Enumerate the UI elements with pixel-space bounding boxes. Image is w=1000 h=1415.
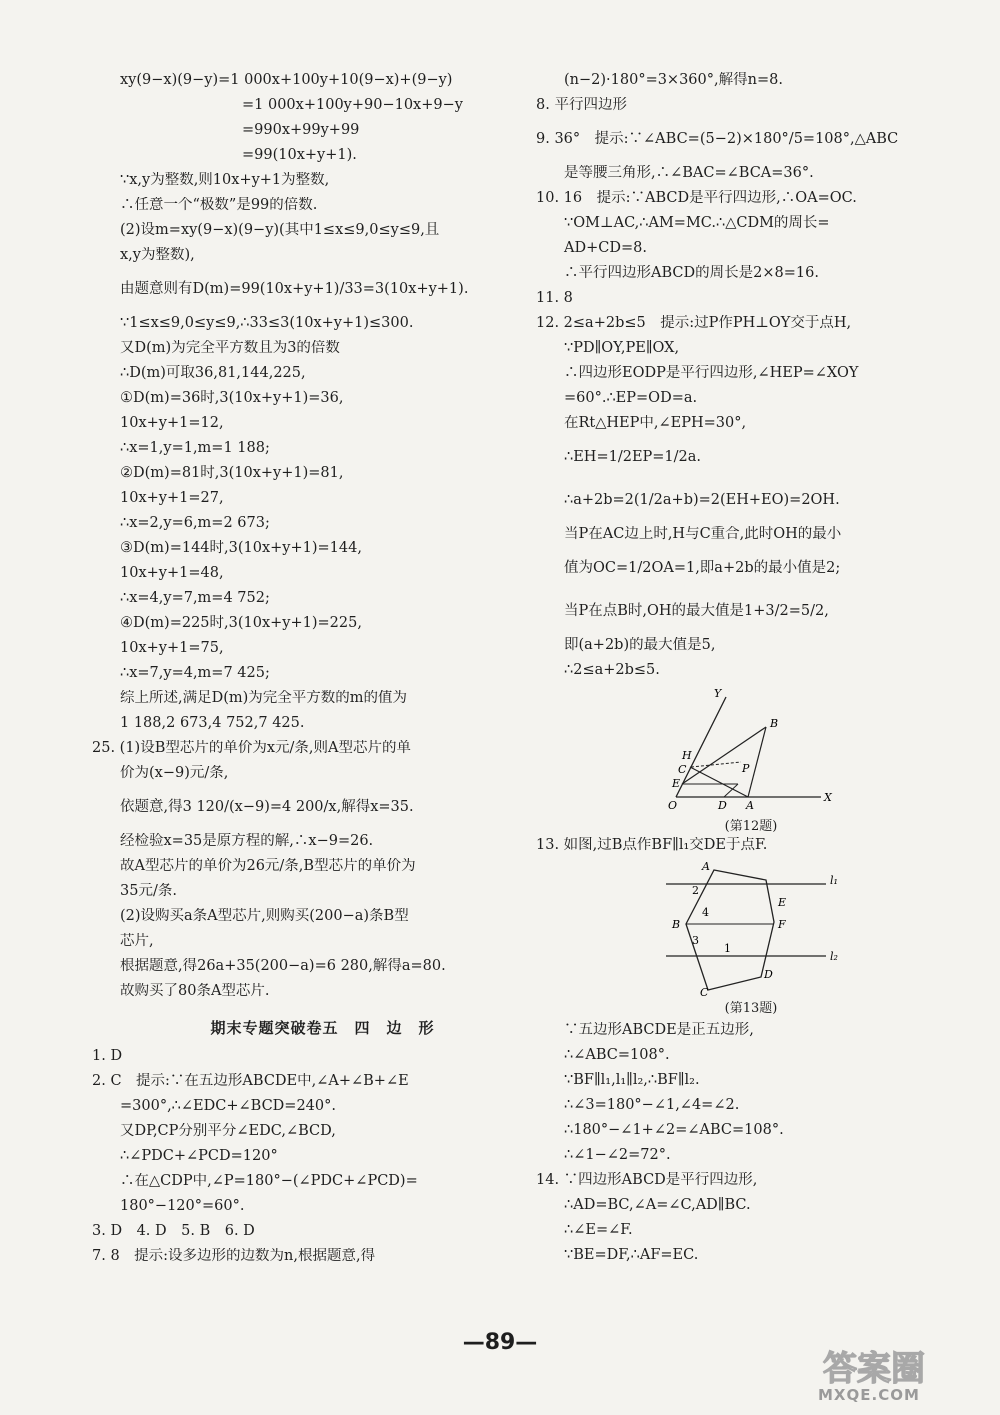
text-line: =990x+99y+99 bbox=[242, 122, 360, 138]
figure-12-caption: (第12题) bbox=[724, 819, 778, 834]
text-line: 当P在点B时,OH的最大值是1+3/2=5/2, bbox=[564, 603, 829, 619]
text-line: 10. 16 提示:∵ABCD是平行四边形,∴OA=OC. bbox=[536, 190, 857, 206]
text-line: xy(9−x)(9−y)=1 000x+100y+10(9−x)+(9−y) bbox=[120, 72, 453, 88]
segment-ca bbox=[690, 767, 748, 797]
text-line: ∴a+2b=2(1/2a+b)=2(EH+EO)=2OH. bbox=[564, 492, 840, 508]
label-b: B bbox=[672, 918, 681, 931]
text-line: ∵PD∥OY,PE∥OX, bbox=[564, 340, 680, 356]
text-line: 由题意则有D(m)=99(10x+y+1)/33=3(10x+y+1). bbox=[120, 281, 469, 297]
text-line: 35元/条. bbox=[120, 883, 177, 899]
text-line: (2)设购买a条A型芯片,则购买(200−a)条B型 bbox=[120, 908, 409, 924]
text-line: 1 188,2 673,4 752,7 425. bbox=[120, 715, 305, 731]
label-a: A bbox=[702, 862, 710, 873]
text-line: ∴D(m)可取36,81,144,225, bbox=[120, 365, 306, 381]
text-line: 2. C 提示:∵在五边形ABCDE中,∠A+∠B+∠E bbox=[92, 1073, 409, 1089]
text-line: ∴∠PDC+∠PCD=120° bbox=[120, 1148, 278, 1164]
text-line: 又DP,CP分别平分∠EDC,∠BCD, bbox=[120, 1123, 336, 1139]
text-line: 值为OC=1/2OA=1,即a+2b的最小值是2; bbox=[564, 560, 841, 576]
text-line: 10x+y+1=75, bbox=[120, 640, 224, 656]
text-line: ④D(m)=225时,3(10x+y+1)=225, bbox=[120, 615, 362, 631]
text-line: ∴平行四边形ABCD的周长是2×8=16. bbox=[564, 265, 819, 281]
label-angle-2: 2 bbox=[692, 884, 699, 897]
label-b: B bbox=[770, 717, 779, 730]
text-line: 1. D bbox=[92, 1048, 123, 1064]
section-title: 期末专题突破卷五 四 边 形 bbox=[210, 1019, 435, 1037]
text-line: 在Rt△HEP中,∠EPH=30°, bbox=[564, 415, 747, 431]
text-line: 又D(m)为完全平方数且为3的倍数 bbox=[120, 340, 340, 356]
label-l2: l₂ bbox=[830, 950, 838, 963]
text-line: 180°−120°=60°. bbox=[120, 1198, 245, 1214]
text-line: 芯片, bbox=[120, 933, 154, 949]
text-line: ∵五边形ABCDE是正五边形, bbox=[564, 1022, 754, 1038]
text-line: 即(a+2b)的最大值是5, bbox=[564, 637, 716, 653]
text-line: ∵BE=DF,∴AF=EC. bbox=[564, 1247, 699, 1263]
text-line: ∵1≤x≤9,0≤y≤9,∴33≤3(10x+y+1)≤300. bbox=[120, 315, 414, 331]
text-line: ∴∠E=∠F. bbox=[564, 1222, 633, 1238]
figure-12 bbox=[536, 687, 966, 837]
text-line: 11. 8 bbox=[536, 290, 573, 306]
label-f: F bbox=[778, 918, 786, 931]
text-line: ∴AD=BC,∠A=∠C,AD∥BC. bbox=[564, 1197, 751, 1213]
label-x: X bbox=[824, 791, 832, 804]
label-e: E bbox=[672, 777, 681, 790]
text-line: 8. 平行四边形 bbox=[536, 97, 627, 113]
text-line: 价为(x−9)元/条, bbox=[120, 765, 229, 781]
text-line: ∴x=7,y=4,m=7 425; bbox=[120, 665, 270, 681]
text-line: ∴∠ABC=108°. bbox=[564, 1047, 670, 1063]
watermark-text: MXQE.COM bbox=[818, 1386, 920, 1404]
right-column bbox=[536, 72, 966, 1272]
text-line: 7. 8 提示:设多边形的边数为n,根据题意,得 bbox=[92, 1248, 376, 1264]
label-angle-1: 1 bbox=[724, 942, 731, 955]
text-line: 25. (1)设B型芯片的单价为x元/条,则A型芯片的单 bbox=[92, 740, 412, 756]
label-p: P bbox=[742, 762, 750, 775]
label-e: E bbox=[778, 896, 787, 909]
text-line: 10x+y+1=48, bbox=[120, 565, 224, 581]
text-line: 故购买了80条A型芯片. bbox=[120, 983, 270, 999]
text-line: 10x+y+1=27, bbox=[120, 490, 224, 506]
label-h: H bbox=[682, 749, 692, 762]
label-o: O bbox=[668, 799, 678, 812]
text-line: ∴在△CDP中,∠P=180°−(∠PDC+∠PCD)= bbox=[120, 1173, 418, 1189]
text-line: ∴x=1,y=1,m=1 188; bbox=[120, 440, 270, 456]
text-line: (2)设m=xy(9−x)(9−y)(其中1≤x≤9,0≤y≤9,且 bbox=[120, 222, 440, 238]
text-line: ∵OM⊥AC,∴AM=MC.∴△CDM的周长= bbox=[564, 215, 830, 231]
text-line: 9. 36° 提示:∵∠ABC=(5−2)×180°/5=108°,△ABC bbox=[536, 131, 899, 147]
text-line: 14. ∵四边形ABCD是平行四边形, bbox=[536, 1172, 758, 1188]
segment-hp bbox=[691, 762, 741, 767]
label-y: Y bbox=[714, 687, 722, 700]
text-line: =60°.∴EP=OD=a. bbox=[564, 390, 698, 406]
text-line: 是等腰三角形,∴∠BAC=∠BCA=36°. bbox=[564, 165, 814, 181]
text-line: ∵x,y为整数,则10x+y+1为整数, bbox=[120, 172, 330, 188]
watermark-logo-text: 答案圈 bbox=[823, 1349, 925, 1389]
text-line: ∴x=2,y=6,m=2 673; bbox=[120, 515, 270, 531]
label-angle-4: 4 bbox=[702, 906, 709, 919]
label-c: C bbox=[678, 763, 687, 776]
figure-12-diagram bbox=[666, 687, 836, 815]
text-line: ∴四边形EODP是平行四边形,∠HEP=∠XOY bbox=[564, 365, 859, 381]
text-line: 3. D 4. D 5. B 6. D bbox=[92, 1223, 255, 1239]
label-c: C bbox=[700, 986, 709, 997]
text-line: 依题意,得3 120/(x−9)=4 200/x,解得x=35. bbox=[120, 799, 414, 815]
figure-13-diagram bbox=[656, 862, 846, 997]
text-line: 根据题意,得26a+35(200−a)=6 280,解得a=80. bbox=[120, 958, 446, 974]
text-line: ∴任意一个“极数”是99的倍数. bbox=[120, 197, 318, 213]
text-line: ∴EH=1/2EP=1/2a. bbox=[564, 449, 702, 465]
text-line: AD+CD=8. bbox=[564, 240, 647, 256]
left-column bbox=[92, 72, 525, 1273]
page-number: —89— bbox=[462, 1330, 538, 1355]
figure-13-caption: (第13题) bbox=[724, 1001, 778, 1016]
label-d: D bbox=[764, 968, 773, 981]
text-line: x,y为整数), bbox=[120, 247, 195, 263]
text-line: 故A型芯片的单价为26元/条,B型芯片的单价为 bbox=[120, 858, 416, 874]
text-line: 10x+y+1=12, bbox=[120, 415, 224, 431]
text-line: 综上所述,满足D(m)为完全平方数的m的值为 bbox=[120, 690, 408, 706]
text-line: =1 000x+100y+90−10x+9−y bbox=[242, 97, 463, 113]
text-line: 12. 2≤a+2b≤5 提示:过P作PH⊥OY交于点H, bbox=[536, 315, 852, 331]
label-l1: l₁ bbox=[830, 874, 838, 887]
figure-13 bbox=[536, 862, 966, 1022]
text-line: ∴2≤a+2b≤5. bbox=[564, 662, 660, 678]
text-line: (n−2)·180°=3×360°,解得n=8. bbox=[564, 72, 783, 88]
label-a: A bbox=[746, 799, 754, 812]
text-line: ∴∠1−∠2=72°. bbox=[564, 1147, 671, 1163]
text-line: 13. 如图,过B点作BF∥l₁交DE于点F. bbox=[536, 837, 768, 853]
label-angle-3: 3 bbox=[692, 934, 699, 947]
text-line: 当P在AC边上时,H与C重合,此时OH的最小 bbox=[564, 526, 842, 542]
text-line: ∴∠3=180°−∠1,∠4=∠2. bbox=[564, 1097, 740, 1113]
text-line: ③D(m)=144时,3(10x+y+1)=144, bbox=[120, 540, 362, 556]
text-line: =300°,∴∠EDC+∠BCD=240°. bbox=[120, 1098, 336, 1114]
text-line: ∴180°−∠1+∠2=∠ABC=108°. bbox=[564, 1122, 784, 1138]
text-line: 经检验x=35是原方程的解,∴x−9=26. bbox=[120, 833, 374, 849]
text-line: =99(10x+y+1). bbox=[242, 147, 357, 163]
text-line: ∴x=4,y=7,m=4 752; bbox=[120, 590, 270, 606]
pentagon-abcde bbox=[686, 870, 774, 990]
label-d: D bbox=[718, 799, 727, 812]
text-line: ①D(m)=36时,3(10x+y+1)=36, bbox=[120, 390, 344, 406]
text-line: ∵BF∥l₁,l₁∥l₂,∴BF∥l₂. bbox=[564, 1072, 700, 1088]
text-line: ②D(m)=81时,3(10x+y+1)=81, bbox=[120, 465, 344, 481]
